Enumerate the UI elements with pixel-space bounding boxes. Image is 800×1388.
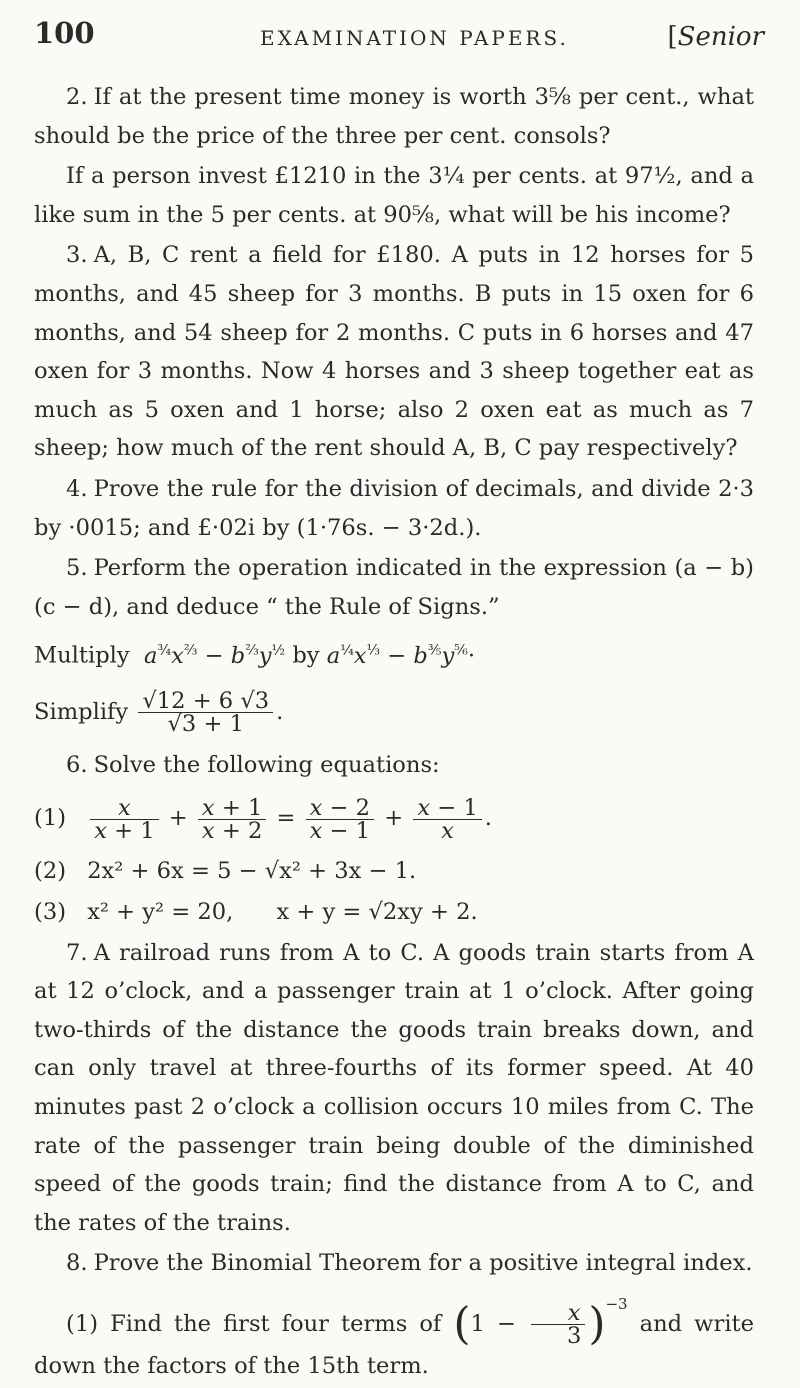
equation-text-a: x² + y² = 20,: [87, 899, 234, 926]
question-number: 8.: [66, 1250, 88, 1277]
question-6: [34, 746, 754, 785]
question-8-part-1: [34, 1285, 754, 1386]
question-text: Perform the operation indicated in the expression (a − b) (c − d), and deduce “ the Rule of Signs.”: [34, 555, 754, 620]
simplify-numerator: √12 + 6 √3: [142, 688, 270, 715]
equation-label: (1): [34, 805, 67, 832]
question-2: [34, 78, 754, 155]
page-number: 100: [34, 16, 95, 50]
eq1-term-1: $\frac{x}{x + 1}$: [90, 797, 158, 842]
equation-label: (3): [34, 899, 67, 926]
simplify-denominator: √3 + 1: [138, 712, 273, 735]
question-number: 2.: [66, 84, 88, 110]
question-number: 5.: [66, 555, 88, 582]
question-4: [34, 470, 754, 547]
question-text: A, B, C rent a field for £180. A puts in 12 horses for 5 months, and 45 sheep for 3 months. B puts in 15 oxen for 6 months, and 54 sheep for 2 months. C puts in 6 horses and 47 oxen for 3 months. Now 4 horses and 3 sheep together eat as much as 5 oxen and 1 horse; also 2 oxen eat as much as 7 sheep; how much of the rent should A, B, C pay respectively?: [34, 242, 754, 462]
part-label: (1): [66, 1310, 99, 1337]
simplify-label: Simplify: [34, 698, 129, 725]
question-7: [34, 934, 754, 1243]
equation-text: 2x² + 6x = 5 − √x² + 3x − 1.: [87, 858, 417, 885]
question-8: [34, 1244, 754, 1283]
question-3: [34, 236, 754, 468]
part-text: Find the first four terms of: [110, 1310, 442, 1337]
eq1-term-4: $\frac{x - 1}{x}$: [413, 797, 481, 842]
section-bracket: [: [667, 22, 678, 52]
question-text: Solve the following equations:: [93, 751, 440, 778]
multiply-by: by: [292, 642, 320, 669]
equation-3: [34, 893, 754, 932]
multiply-label: Multiply: [34, 642, 130, 669]
question-text: If a person invest £1210 in the 3¼ per cents. at 97½, and a like sum in the 5 per cents. at 90⅝, what will be his income?: [34, 163, 754, 228]
question-text: If at the present time money is worth 3⅝ per cent., what should be the price of the three per cent. consols?: [34, 84, 754, 149]
question-number: 7.: [66, 939, 88, 966]
equation-2: [34, 852, 754, 891]
part-tail: and write down the factors of the 15th term.: [34, 1310, 755, 1380]
multiply-expression-1: $a^{\frac{3}{4}}x^{\frac{2}{3}} - b^{\frac{2}{3}}y^{\frac{1}{2}}$: [144, 642, 286, 669]
eq1-term-3: $\frac{x - 2}{x - 1}$: [306, 797, 374, 842]
question-text: Prove the rule for the division of decimals, and divide 2·3 by ·0015; and £·02i by (1·76s. − 3·2d.).: [34, 475, 754, 541]
question-number: 6.: [66, 751, 88, 778]
question-text: A railroad runs from A to C. A goods train starts from A at 12 o’clock, and a passenger train at 1 o’clock. After going two-thirds of the distance the goods train breaks down, and can only travel at three-fourths of its former speed. At 40 minutes past 2 o’clock a collision occurs 10 miles from C. The rate of the passenger train being double of the diminished speed of the goods train; find the distance from A to C, and the rates of the trains.: [34, 939, 754, 1236]
equation-text-b: x + y = √2xy + 2.: [276, 899, 478, 926]
running-title: EXAMINATION PAPERS.: [260, 26, 569, 50]
exam-body: [34, 78, 754, 1388]
eq1-term-2: $\frac{x + 1}{x + 2}$: [198, 797, 266, 842]
section-label: [668, 22, 765, 52]
question-number: 4.: [66, 475, 88, 502]
multiply-expression-2: $a^{\frac{1}{4}}x^{\frac{1}{3}} - b^{\frac{3}{5}}y^{\frac{5}{6}}\cdot$: [326, 642, 475, 669]
simplify-line: Simplify $\frac{√12 + 6 √3}{√3 + 1}$ .: [34, 688, 284, 738]
question-text: Prove the Binomial Theorem for a positive integral index.: [93, 1250, 753, 1277]
equation-1: (1) $\frac{x}{x + 1}$ + $\frac{x + 1}{x + 2}$ = $\frac{x - 2}{x - 1}$ + $\frac{x - 1}{x}$ .: [34, 786, 754, 850]
section-name: Senior: [677, 22, 764, 52]
question-number: 3.: [66, 242, 88, 269]
binomial-expression: (1 − $\frac{x}{3}$ )$^{-3}$: [453, 1294, 628, 1350]
multiply-line: [34, 628, 754, 678]
question-5: [34, 549, 754, 626]
equation-label: (2): [34, 858, 67, 885]
question-2-part-b: [34, 157, 754, 234]
page-header: [34, 16, 764, 60]
